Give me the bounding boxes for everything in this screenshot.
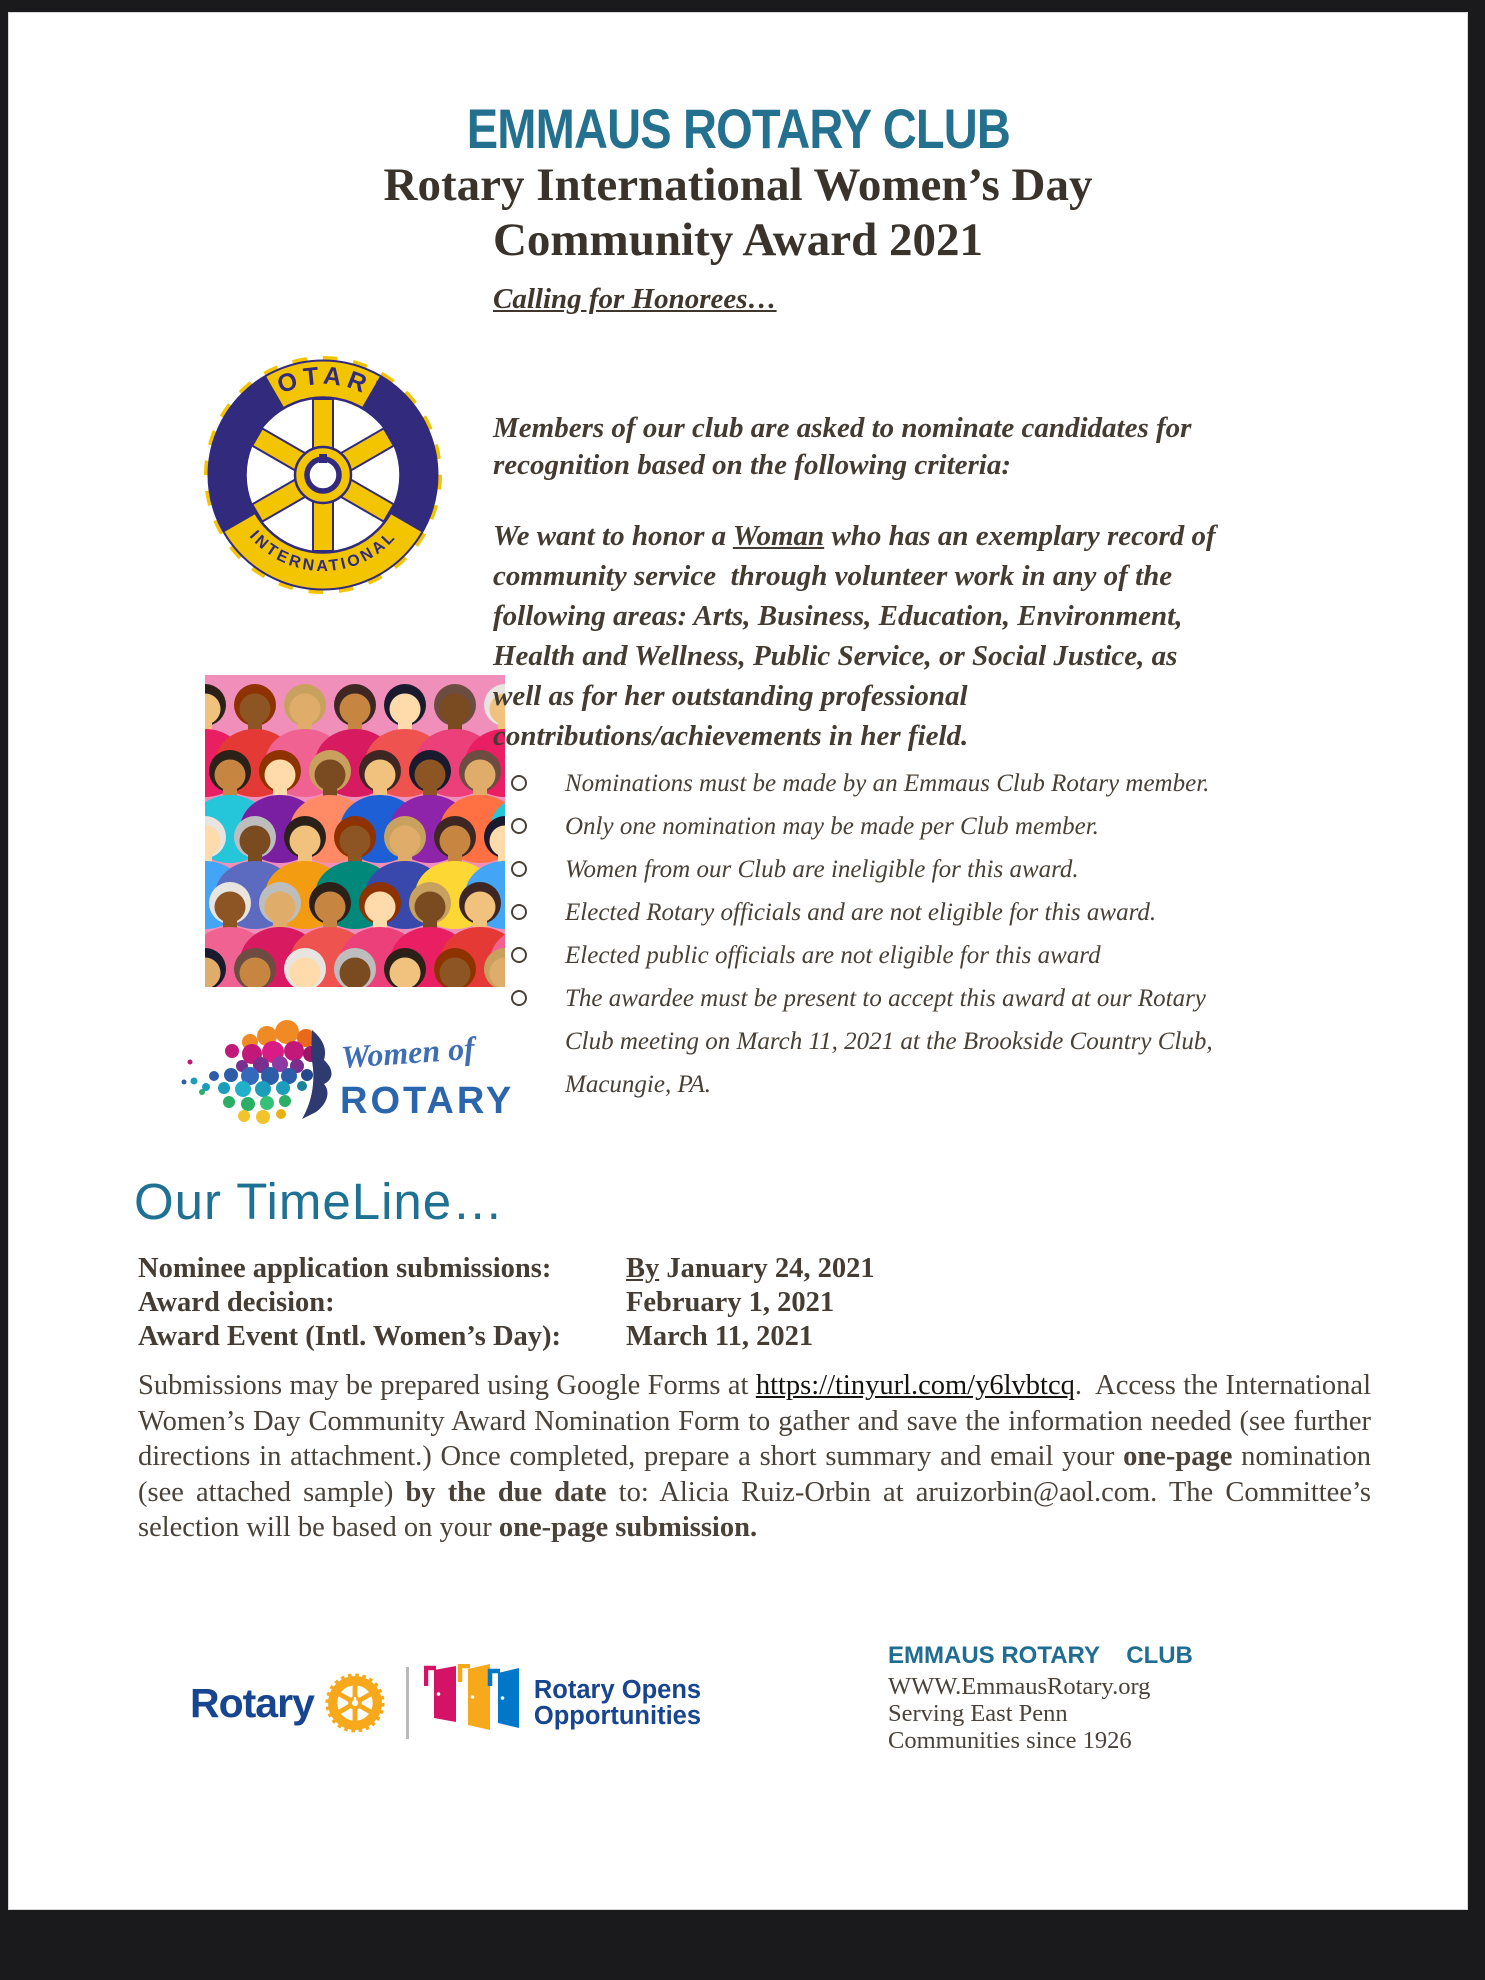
criteria-item: Women from our Club are ineligible for this award. (493, 848, 1233, 891)
title-line-2: Community Award 2021 (492, 214, 984, 266)
rotary-brand-lockup (190, 1660, 701, 1746)
title-line-1: Rotary International Women’s Day (383, 159, 1093, 211)
submission-instructions-paragraph (138, 1368, 1371, 1546)
criteria-item: Elected Rotary officials and are not eligible for this award. (493, 891, 1233, 934)
rotary-tagline (534, 1677, 701, 1729)
timeline-row (138, 1252, 875, 1286)
tinyurl-link[interactable]: https://tinyurl.com/y6lvbtcq (755, 1370, 1075, 1401)
criteria-item: Nominations must be made by an Emmaus Club Rotary member. (493, 762, 1233, 805)
timeline-value (626, 1287, 834, 1318)
tagline-line-2: Opportunities (533, 1702, 702, 1730)
text-segment: We want to honor a (493, 520, 733, 552)
club-name-text: EMMAUS ROTARY CLUB (466, 97, 1010, 160)
text-segment: one-page submission. (498, 1512, 758, 1544)
text-segment: one-page (1123, 1441, 1233, 1473)
women-of-rotary-logo (174, 1018, 514, 1130)
timeline-value (626, 1253, 875, 1284)
women-of-script-text: Women of (339, 1029, 476, 1075)
text-segment: by the due date (405, 1476, 607, 1508)
club-serving-line-1: Serving East Penn (888, 1700, 1068, 1727)
page-title (8, 158, 1468, 268)
open-doors-icon (424, 1664, 520, 1742)
text-segment: February 1, 2021 (626, 1287, 835, 1318)
timeline-row (138, 1286, 875, 1320)
text-segment: By (626, 1253, 660, 1284)
women-of-rotary-wordmark: ROTARY (340, 1080, 514, 1122)
club-serving-line-2: Communities since 1926 (888, 1727, 1132, 1754)
timeline-value (626, 1321, 813, 1352)
flyer-page (8, 12, 1468, 1910)
criteria-item: Only one nomination may be made per Club member. (493, 805, 1233, 848)
club-website: WWW.EmmausRotary.org (888, 1673, 1151, 1700)
rotary-wheel-icon (324, 1672, 386, 1734)
tagline-line-1: Rotary Opens (533, 1676, 702, 1704)
diverse-women-collage-image (205, 675, 505, 987)
nomination-intro-paragraph: Members of our club are asked to nominate candidates for recognition based on the following criteria: (493, 412, 1192, 481)
timeline-label: Award Event (Intl. Women’s Day): (138, 1321, 562, 1352)
text-segment: January 24, 2021 (659, 1253, 875, 1284)
club-info-name: EMMAUS ROTARY CLUB (888, 1642, 1193, 1669)
club-name-title (8, 96, 1468, 161)
logo-divider (406, 1667, 409, 1739)
women-of-rotary-blobs (182, 1020, 332, 1124)
timeline-label: Award decision: (138, 1287, 335, 1318)
rotary-wordmark: Rotary (190, 1679, 314, 1726)
text-segment: who has an exemplary record of community service through volunteer work in any of the following areas: Arts, Business, Education, Environment, Health and Wellness, Public Service, or Social Justice, as well as for her outstanding professional contributions/achievements in her field. (493, 520, 1216, 752)
timeline-label: Nominee application submissions: (138, 1253, 552, 1284)
honor-criteria-paragraph (493, 516, 1231, 756)
criteria-item: The awardee must be present to accept this award at our Rotary Club meeting on March 11, 2021 at the Brookside Country Club, Macungie, PA. (493, 977, 1233, 1106)
text-segment: March 11, 2021 (626, 1321, 814, 1352)
calling-for-honorees-heading: Calling for Honorees… (493, 283, 777, 315)
gear-word-international: INTERNATIONAL (246, 527, 400, 576)
rotary-international-logo (203, 355, 443, 595)
gear-keyway (319, 454, 327, 463)
text-segment: nomination (see attached sample) (138, 1441, 1371, 1508)
timeline-heading: Our TimeLine… (134, 1173, 505, 1230)
timeline-row (138, 1320, 875, 1354)
criteria-item: Elected public officials are not eligible for this award (493, 934, 1233, 977)
text-segment: Submissions may be prepared using Google Forms at (138, 1370, 756, 1401)
criteria-list (493, 762, 1233, 1106)
gear-word-rotary: ROTARY (249, 361, 397, 412)
text-segment: to: Alicia Ruiz-Orbin at aruizorbin@aol.com. The Committee’s selection will be based on your (138, 1476, 1371, 1544)
timeline-table (138, 1252, 875, 1354)
text-segment: . Access the International Women’s Day Community Award Nomination Form to gather and save the information needed (see further directions in attachment.) Once completed, prepare a short summary and email your (138, 1370, 1372, 1473)
club-info-block (888, 1642, 1193, 1754)
text-segment: Woman (732, 520, 825, 552)
